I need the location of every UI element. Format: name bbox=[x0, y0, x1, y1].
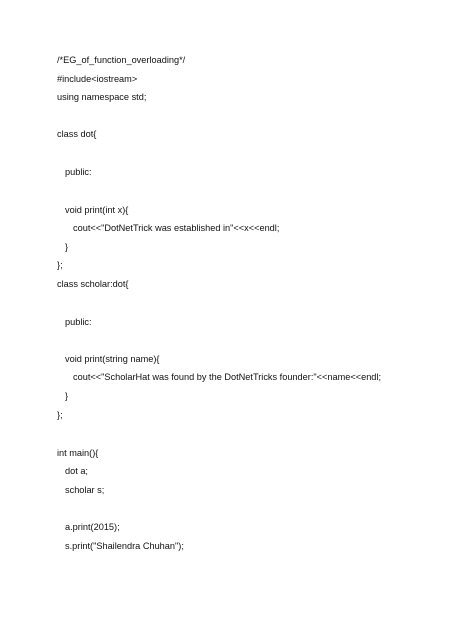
code-line: scholar s; bbox=[65, 485, 105, 495]
code-line: }; bbox=[57, 410, 63, 420]
code-line: class scholar:dot{ bbox=[57, 279, 129, 289]
code-line: void print(string name){ bbox=[65, 354, 160, 364]
code-line: void print(int x){ bbox=[65, 205, 129, 215]
code-line: class dot{ bbox=[57, 129, 97, 139]
code-line: dot a; bbox=[65, 466, 88, 476]
code-line: public: bbox=[65, 167, 92, 177]
code-line: int main(){ bbox=[57, 448, 99, 458]
code-line: cout<<"DotNetTrick was established in"<<x<<endl; bbox=[73, 223, 280, 233]
code-line: #include<iostream> bbox=[57, 74, 138, 84]
code-line: } bbox=[65, 242, 69, 252]
code-line: /*EG_of_function_overloading*/ bbox=[57, 55, 186, 65]
code-line: cout<<"ScholarHat was found by the DotNetTricks founder:"<<name<<endl; bbox=[73, 372, 382, 382]
code-line: public: bbox=[65, 317, 92, 327]
code-line: s.print("Shailendra Chuhan"); bbox=[65, 541, 184, 551]
code-line: } bbox=[65, 391, 69, 401]
code-line: a.print(2015); bbox=[65, 522, 120, 532]
code-line: using namespace std; bbox=[57, 92, 147, 102]
code-line: }; bbox=[57, 260, 63, 270]
